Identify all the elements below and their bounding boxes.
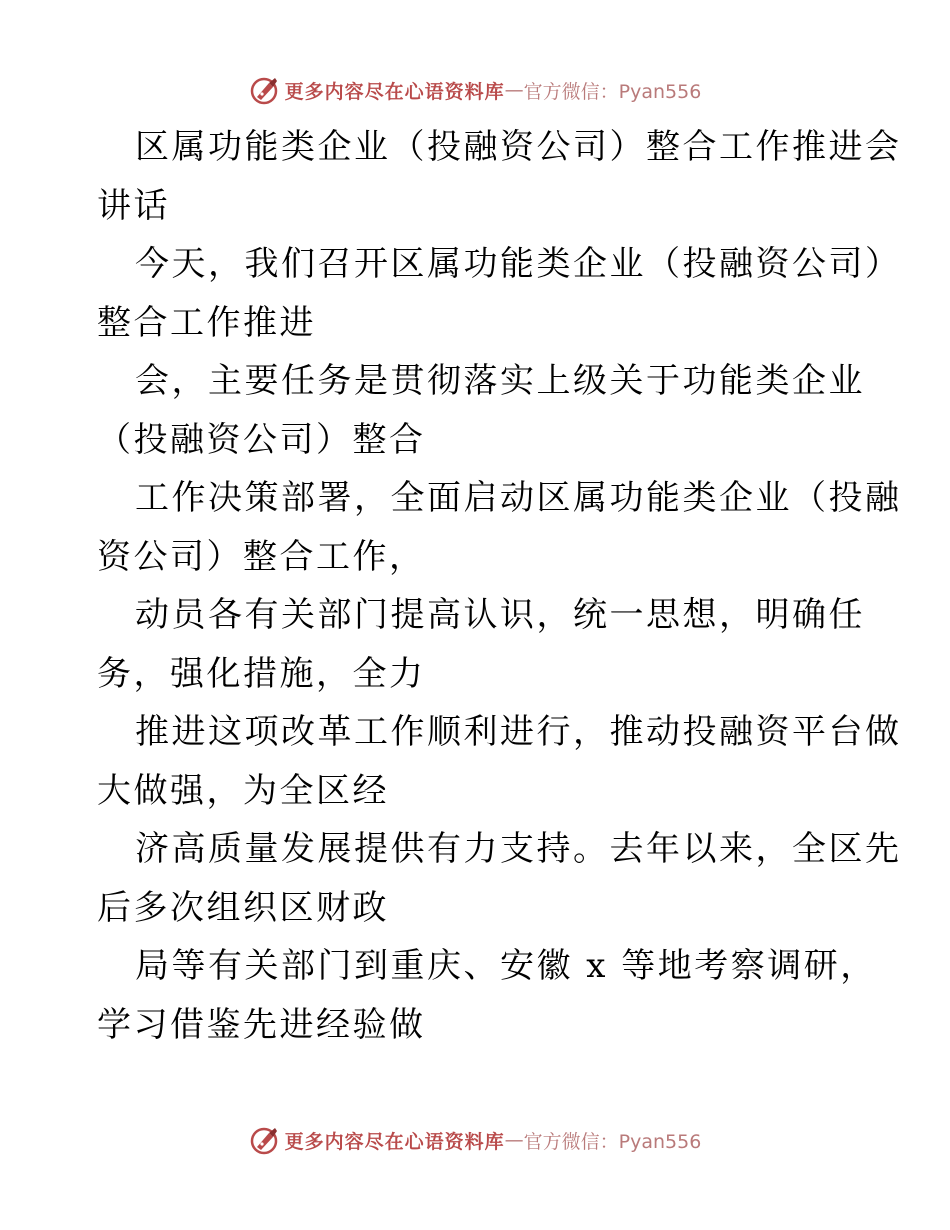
body-line: 会，主要任务是贯彻落实上级关于功能类企业 (135, 361, 865, 401)
watermark-header (0, 70, 950, 110)
document-body (97, 118, 902, 1054)
body-line: 务，强化措施，全力 (97, 653, 426, 694)
body-line: 整合工作推进 (97, 302, 316, 343)
body-line: 大做强，为全区经 (97, 770, 389, 811)
body-line: 资公司）整合工作， (97, 536, 426, 577)
title-line-2: 讲话 (97, 185, 170, 226)
body-line: 今天，我们召开区属功能类企业（投融资公司） (135, 244, 902, 284)
watermark-footer (0, 1120, 950, 1160)
title-line-1: 区属功能类企业（投融资公司）整合工作推进会 (135, 127, 902, 167)
pen-nib-circle-icon (249, 75, 279, 105)
body-line: 后多次组织区财政 (97, 887, 389, 928)
body-line: 动员各有关部门提高认识，统一思想，明确任 (135, 595, 865, 635)
watermark-brand: 更多内容尽在心语资料库 (284, 1130, 505, 1153)
watermark-separator: — (504, 1129, 524, 1151)
watermark-brand: 更多内容尽在心语资料库 (284, 80, 505, 103)
body-line: 学习借鉴先进经验做 (97, 1004, 426, 1045)
body-line: 工作决策部署，全面启动区属功能类企业（投融 (135, 478, 902, 518)
body-line: （投融资公司）整合 (97, 419, 426, 460)
watermark-separator: — (504, 79, 524, 101)
watermark-contact: 官方微信：Pyan556 (523, 80, 702, 103)
body-line: 局等有关部门到重庆、安徽 x 等地考察调研， (135, 946, 877, 986)
pen-nib-circle-icon (249, 1125, 279, 1155)
body-line: 济高质量发展提供有力支持。去年以来，全区先 (135, 829, 902, 869)
watermark-contact: 官方微信：Pyan556 (523, 1130, 702, 1153)
body-line: 推进这项改革工作顺利进行，推动投融资平台做 (135, 712, 902, 752)
